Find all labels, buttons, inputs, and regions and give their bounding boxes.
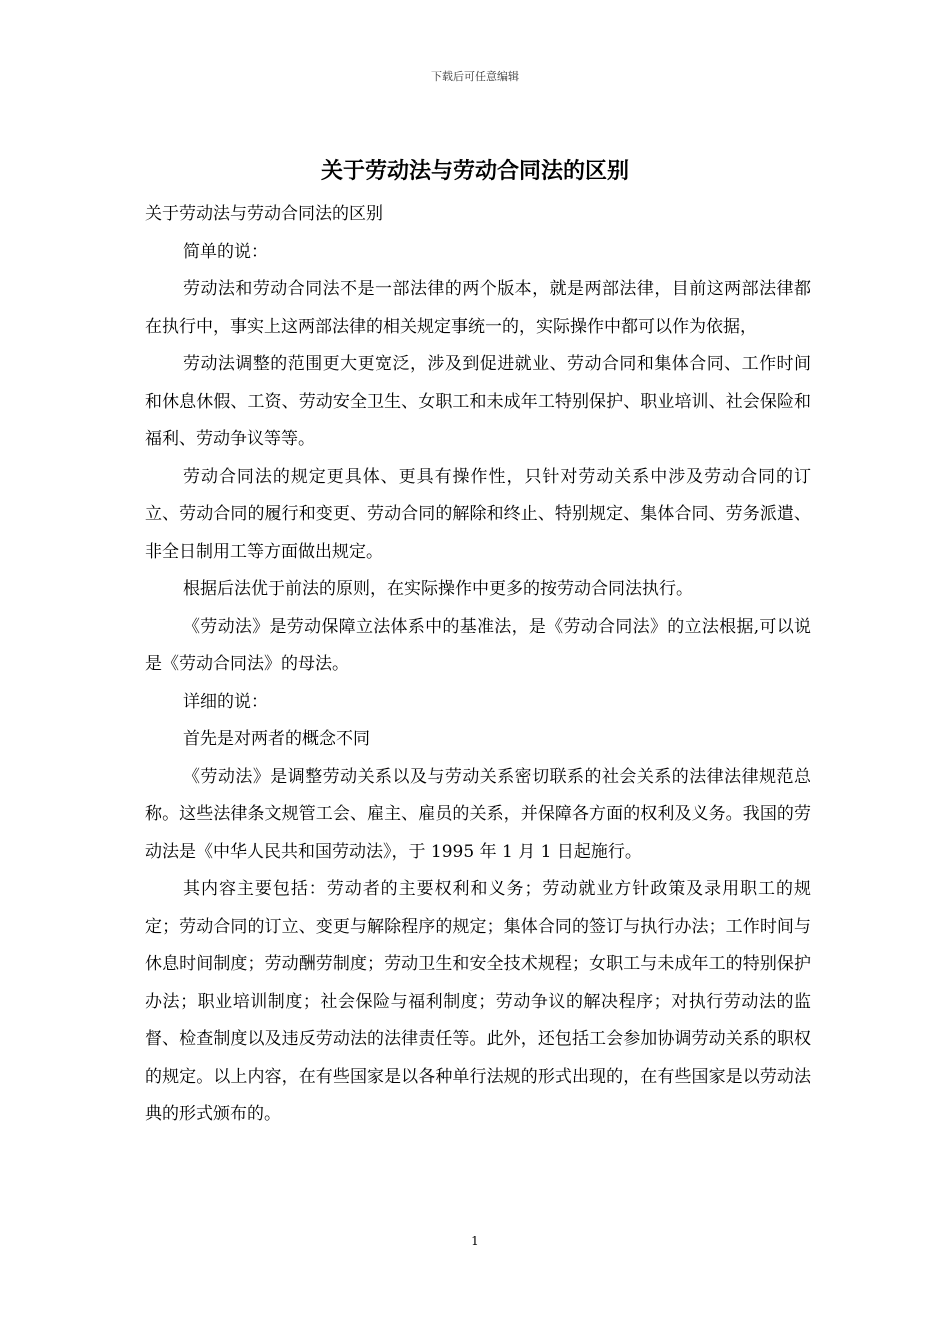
paragraph: 《劳动法》是调整劳动关系以及与劳动关系密切联系的社会关系的法律法律规范总称。这些法律条文规管工会、雇主、雇员的关系，并保障各方面的权利及义务。我国的劳动法是《中华人民共和国劳动法》，于 1995 年 1 月 1 日起施行。 bbox=[145, 766, 811, 862]
document-body bbox=[145, 196, 811, 1134]
paragraph: 其内容主要包括：劳动者的主要权利和义务；劳动就业方针政策及录用职工的规定；劳动合同的订立、变更与解除程序的规定；集体合同的签订与执行办法；工作时间与休息时间制度；劳动酬劳制度；劳动卫生和安全技术规程；女职工与未成年工的特别保护办法；职业培训制度；社会保险与福利制度；劳动争议的解决程序；对执行劳动法的监督、检查制度以及违反劳动法的法律责任等。此外，还包括工会参加协调劳动关系的职权的规定。以上内容，在有些国家是以各种单行法规的形式出现的，在有些国家是以劳动法典的形式颁布的。 bbox=[145, 879, 811, 1124]
paragraph: 详细的说： bbox=[183, 691, 268, 712]
paragraph: 劳动法调整的范围更大更宽泛，涉及到促进就业、劳动合同和集体合同、工作时间和休息休假、工资、劳动安全卫生、女职工和未成年工特别保护、职业培训、社会保险和福利、劳动争议等等。 bbox=[145, 354, 811, 449]
paragraph: 简单的说： bbox=[183, 241, 268, 262]
paragraph: 劳动合同法的规定更具体、更具有操作性，只针对劳动关系中涉及劳动合同的订立、劳动合同的履行和变更、劳动合同的解除和终止、特别规定、集体合同、劳务派遣、非全日制用工等方面做出规定。 bbox=[145, 466, 811, 562]
paragraph: 劳动法和劳动合同法不是一部法律的两个版本，就是两部法律，目前这两部法律都在执行中，事实上这两部法律的相关规定事统一的，实际操作中都可以作为依据， bbox=[145, 279, 811, 337]
paragraph-subtitle: 关于劳动法与劳动合同法的区别 bbox=[145, 204, 383, 224]
document-title: 关于劳动法与劳动合同法的区别 bbox=[320, 158, 629, 184]
paragraph: 根据后法优于前法的原则，在实际操作中更多的按劳动合同法执行。 bbox=[183, 579, 693, 599]
header-note: 下载后可任意编辑 bbox=[431, 70, 519, 83]
paragraph: 《劳动法》是劳动保障立法体系中的基准法，是《劳动合同法》的立法根据,可以说是《劳动合同法》的母法。 bbox=[145, 616, 811, 674]
page-number: 1 bbox=[471, 1234, 479, 1248]
paragraph: 首先是对两者的概念不同 bbox=[183, 729, 370, 749]
